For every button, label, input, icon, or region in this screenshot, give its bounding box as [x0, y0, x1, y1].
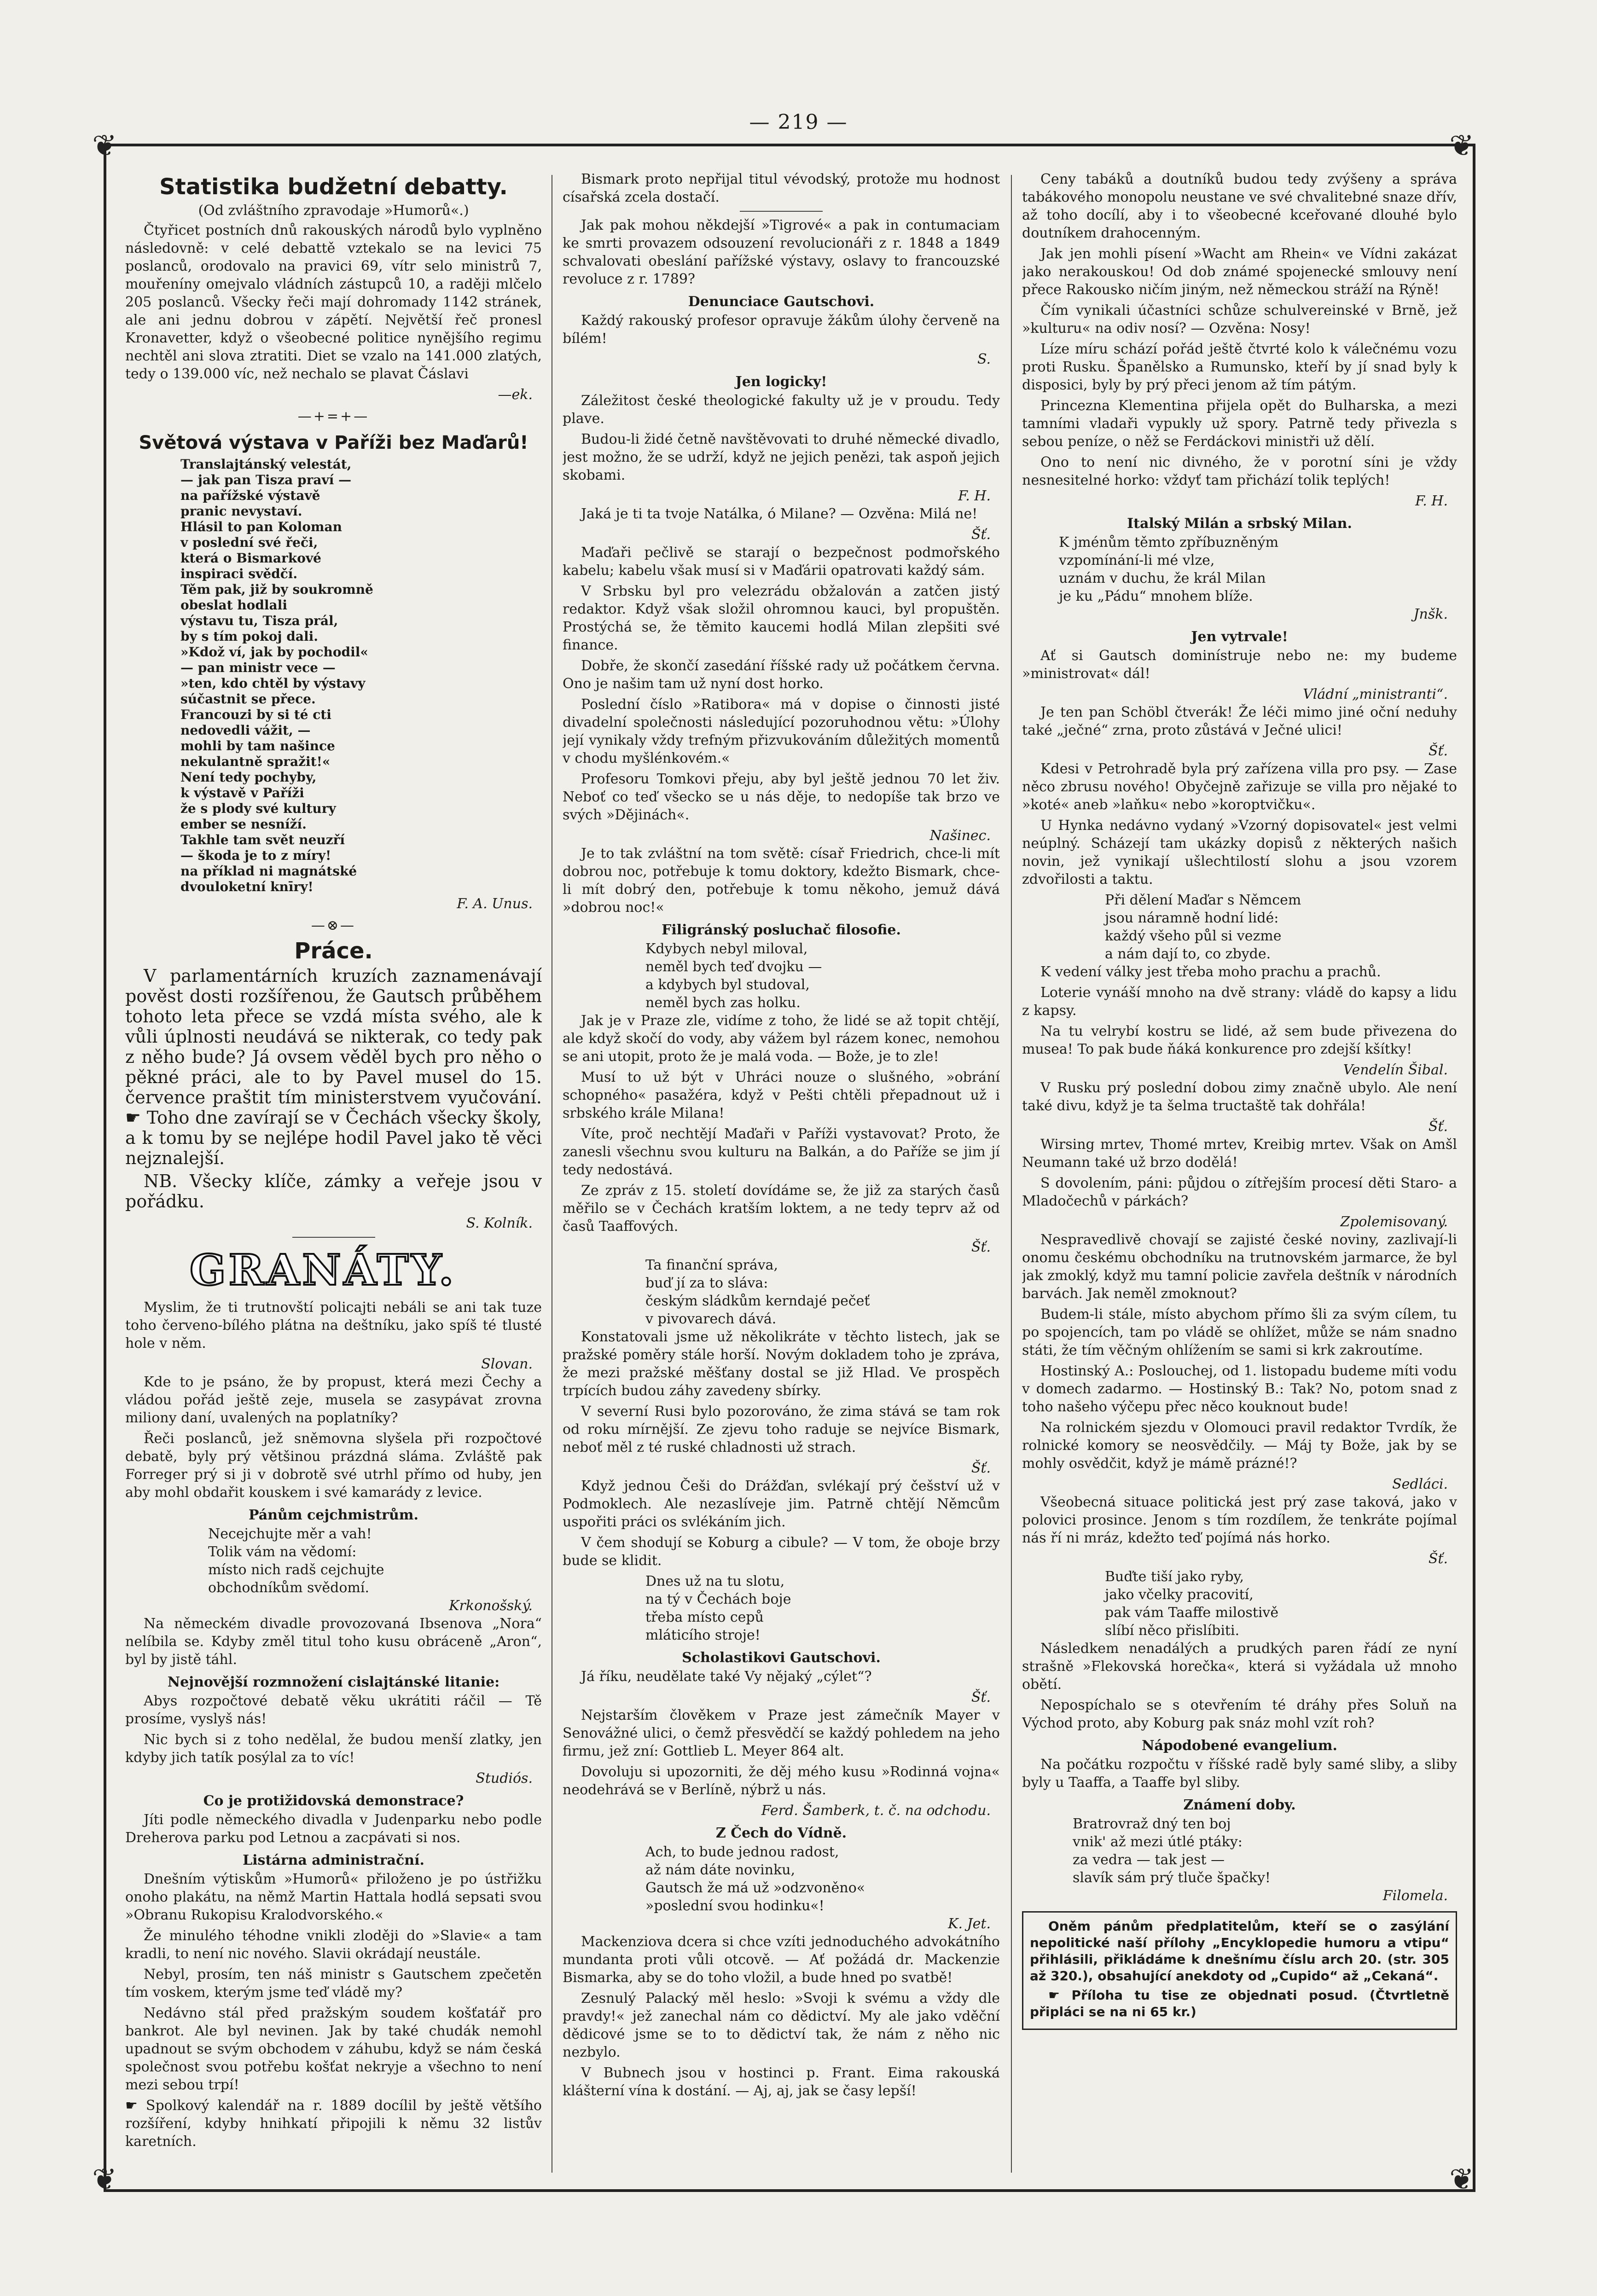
- paragraph: Jak je v Praze zle, vidíme z toho, že lidé se až topit chtějí, ale když skočí do vody, aby vážem byl rázem konec, nemohou se ani utopit, proto že je malá voda. — Bože, je to zle!: [563, 1013, 1000, 1065]
- paragraph: Ceny tabáků a doutníků budou tedy zvýšeny a správa tabákového monopolu neustane ve své chvalitebné snaze dřív, až toho docílí, aby i to všeobecné kceřované dlouhé bylo doutníkem drahocenným.: [1022, 171, 1457, 241]
- subheading: Listárna administrační.: [243, 1852, 424, 1868]
- paragraph: Konstatovali jsme už několikráte v těchto listech, jak se pražské poměry stále horší. Novým dokladem toho je zpráva, že mezi pražské měšťany dostal se již Hlad. Ve prospěch trpících budou záhy zavedeny sbírky.: [563, 1329, 1000, 1399]
- corner-ornament-bottom-left: ❦: [92, 2163, 117, 2197]
- corner-ornament-top-right: ❦: [1449, 129, 1474, 163]
- paragraph: Poslední číslo »Ratibora« má v dopise o činnosti jisté divadelní společnosti následující pozoruhodnou větu: »Úlohy její vynikaly vždy trefným přizvukováním důležitých momentů v chodu myšlénkovém.«: [563, 696, 1000, 766]
- signature: F. H.: [1415, 493, 1448, 509]
- paragraph: Princezna Klementina přijela opět do Bulharska, a mezi tamními vladaři vypukly už spory. Patrně tedy přivezla s sebou peníze, o něž se Ferdáckovi ministři už dělí.: [1022, 398, 1457, 450]
- article-subtitle: (Od zvláštního zpravodaje »Humorů«.): [198, 203, 469, 219]
- paragraph: Nic bych si z toho nedělal, že budou menší zlatky, jen kdyby jich tatík posýlal za to víc!: [125, 1732, 542, 1766]
- paragraph: Ono to není nic divného, že v porotní síni je vždy nesnesitelné horko: vždyť tam přichází tolik teplých!: [1022, 454, 1457, 488]
- paragraph: Na německém divadle provozovaná Ibsenova „Nora“ nelíbila se. Kdyby změl titul toho kusu obráceně „Aron“, byl by jistě táhl.: [125, 1616, 542, 1668]
- paragraph: Profesoru Tomkovi přeju, aby byl ještě jednou 70 let živ. Neboť co teď všecko se u nás děje, to nedopíše tak brzo ve svých »Dějinách«.: [563, 771, 1000, 823]
- paragraph: Následkem nenadálých a prudkých paren řádí ze nyní strašně »Flekovská horečka«, která si vyžádala už mnoho obětí.: [1022, 1641, 1457, 1693]
- paragraph: Dovoluju si upozorniti, že děj mého kusu »Rodinná vojna« neodehrává se v Berlíně, nýbrž u nás.: [563, 1764, 1000, 1798]
- subheading: Co je protižidovská demonstrace?: [203, 1793, 464, 1809]
- subheading: Jen logicky!: [735, 374, 827, 390]
- subheading: Scholastikovi Gautschovi.: [682, 1650, 881, 1666]
- subheading: Nápodobené evangelium.: [1142, 1738, 1337, 1754]
- verse: Necejchujte měr a vah! Tolik vám na vědomí: místo nich radš cejchujte obchodníkům svědomí.: [208, 1526, 384, 1596]
- signature: Našinec.: [929, 828, 991, 844]
- corner-ornament-top-left: ❦: [92, 129, 117, 163]
- signature: Šť.: [971, 1689, 991, 1705]
- signature: Zpolemisovaný.: [1340, 1214, 1448, 1230]
- paragraph: Čtyřicet postních dnů rakouských národů bylo vyplněno následovně: v celé debattě vztekalo se na levici 75 poslanců, orodovalo na pravici 69, vítr selo ministrů 7, mouřeníny omejvalo vládních zástupců 10, a raději mlčelo 205 poslanců. Všecky řeči mají dohromady 1142 stránek, ale ani jednu dobrou v zápětí. Největší řeč pronesl Kronavetter, když o všeobecné politice nynějšího regimu nechtěl ani slova ztratiti. Diet se vzalo na 141.000 zlatých, tedy o 139.000 víc, než nechalo se plavat Čáslavi: [125, 222, 542, 382]
- paragraph: Ze zpráv z 15. století dovídáme se, že již za starých časů měřilo se v Čechách kratším loktem, a ne tedy teprv až od časů Taaffových.: [563, 1183, 1000, 1235]
- paragraph: Zesnulý Palacký měl heslo: »Svoji k svému a vždy dle pravdy!« jež zanechal nám co dědictví. My ale jako vděční dědicové jsme se to to dědictví tak, že nám z něho nic nezbylo.: [563, 1990, 1000, 2060]
- verse: Buďte tiší jako ryby, jako včelky pracovití, pak vám Taaffe milostivě slíbí něco přislíbiti.: [1105, 1569, 1279, 1639]
- verse: Bratrovraž dný ten boj vnik' až mezi útlé ptáky: za vedra — tak jest — slavík sám prý tluče špačky!: [1073, 1816, 1271, 1886]
- signature: S.: [977, 351, 991, 367]
- signature: Jnšk.: [1413, 606, 1448, 622]
- paragraph: NB. Všecky klíče, zámky a veřeje jsou v pořádku.: [125, 1171, 542, 1212]
- article-title-prace: Práce.: [294, 938, 373, 964]
- paragraph: Mackenziova dcera si chce vzíti jednoduchého advokátního mundanta proti vůli otcově. — Ať požádá dr. Mackenzie Bismarka, aby se do toho vložil, a bude hned po svatbě!: [563, 1934, 1000, 1986]
- paragraph: Dnešním výtiskům »Humorů« přiloženo je po ústřižku onoho plakátu, na němž Martin Hattala hodlá sepsati svou »Obranu Rukopisu Kralodvorského.«: [125, 1871, 542, 1923]
- paragraph: Líze míru schází pořád ještě čtvrté kolo k válečnému vozu proti Rusku. Španělsko a Rumunsko, kteří by jí snad byly k disposici, byly by prý přeci jenom až tím pátým.: [1022, 341, 1457, 393]
- paragraph: Každý rakouský profesor opravuje žákům úlohy červeně na bílém!: [563, 313, 1000, 347]
- divider: [740, 211, 823, 212]
- paragraph: Nespravedlivě chovají se zajisté české noviny, zazlivají-li onomu českému obchodníku na trutnovském jarmarce, že byl jak zmoklý, když mu tamní policie zavřela deštník v národních barvách. Jak neměl zmoknout?: [1022, 1232, 1457, 1302]
- corner-ornament-bottom-right: ❦: [1449, 2163, 1474, 2197]
- verse: Při dělení Maďar s Němcem jsou náramně hodní lidé: každý všeho půl si vezme a nám dají to, co zbyde.: [1105, 892, 1301, 962]
- signature: Šť.: [1428, 1119, 1448, 1135]
- paragraph: Abys rozpočtové debatě věku ukrátiti ráčil — Tě prosíme, vyslyš nás!: [125, 1693, 542, 1727]
- paragraph: V severní Rusi bylo pozorováno, že zima stává se tam rok od roku mírnější. Ze zjevu toho raduje se nejvíce Bismark, neboť měl z té ruské chladnosti už strach.: [563, 1403, 1000, 1455]
- paragraph: Dobře, že skončí zasedání říšské rady už počátkem června. Ono je našim tam už nyní dost horko.: [563, 658, 1000, 692]
- column-rule-2: [1011, 175, 1012, 2173]
- column-3: [1022, 170, 1457, 2182]
- paragraph: Musí to už být v Uhráci nouze o slušného, »obrání schopného« pasažéra, když v Pešti chtěli přepadnout už i srbského krále Milana!: [563, 1069, 1000, 1121]
- paragraph: Na tu velrybí kostru se lidé, až sem bude přivezena do musea! To pak bude ňáká konkurence pro zdejší kšítky!: [1022, 1023, 1457, 1057]
- paragraph: V Rusku prý poslední dobou zimy značně ubylo. Ale není také divu, když je ta šelma tructaště tak dohřála!: [1022, 1080, 1457, 1114]
- subheading: Italský Milán a srbský Milan.: [1127, 516, 1352, 532]
- paragraph: Budem-li stále, místo abychom přímo šli za svým cílem, tu po spojencích, tam po vládě se ohlížet, může se nám snadno státi, že tím věčným ohlížením se sami si krk zakroutíme.: [1022, 1306, 1457, 1358]
- article-title-statistika: Statistika budžetní debatty.: [159, 174, 508, 200]
- column-1: [125, 170, 542, 2182]
- paragraph: S dovolením, páni: půjdou o zítřejším procesí děti Staro- a Mladočechů v párkách?: [1022, 1175, 1457, 1209]
- paragraph: Bismark proto nepřijal titul vévodský, protože mu hodnost císařská zcela dostačí.: [563, 171, 1000, 205]
- paragraph: Jíti podle německého divadla v Judenparku nebo podle Dreherova parku pod Letnou a zacpávati si nos.: [125, 1812, 542, 1846]
- paragraph: Nejstarším člověkem v Praze jest zámečník Mayer v Senovážné ulici, o čemž přesvědčí se každý pohledem na jeho firmu, jež zní: Gottlieb L. Meyer 864 alt.: [563, 1707, 1000, 1759]
- paragraph: Nepospíchalo se s otevřením té dráhy přes Soluň na Východ proto, aby Koburg pak snáz mohl vzít roh?: [1022, 1697, 1457, 1731]
- subheading: Filigránský posluchač filosofie.: [662, 922, 901, 938]
- signature: K. Jet.: [948, 1916, 991, 1932]
- paragraph: Loterie vynáší mnoho na dvě strany: vládě do kapsy a lidu z kapsy.: [1022, 985, 1457, 1019]
- section-heading-granaty: GRANÁTY.: [190, 1245, 457, 1295]
- paragraph: Já říku, neudělate také Vy nějaký „cýlet“?: [581, 1669, 872, 1685]
- signature: Šť.: [1428, 743, 1448, 759]
- paragraph: Víte, proč nechtějí Maďaři v Paříži vystavovat? Proto, že zanesli všechnu svou kulturu na Balkán, a do Paříže se jim jí tedy nedostává.: [563, 1126, 1000, 1178]
- paragraph: ☛ Spolkový kalendář na r. 1889 docílil by ještě většího rozšíření, kdyby hnihkatí připojili k němu 32 listův karetních.: [125, 2098, 542, 2150]
- paragraph: Jak pak mohou někdejší »Tigrové« a pak in contumaciam ke smrti provazem odsouzení revolucionáři z r. 1848 a 1849 schvalovati obeslání pařížské výstavy, oslavy to francouzské revoluce z r. 1789?: [563, 217, 1000, 287]
- paragraph: K vedení války jest třeba moho prachu a prachů.: [1040, 964, 1381, 980]
- paragraph: Jaká je ti ta tvoje Natálka, ó Milane? — Ozvěna: Milá ne!: [581, 506, 978, 522]
- subscriber-notice-box: [1022, 1911, 1457, 2030]
- paragraph: Na počátku rozpočtu v říšské radě byly samé sliby, a sliby byly u Taaffa, a Taaffe byl sliby.: [1022, 1757, 1457, 1791]
- verse: Dnes už na tu slotu, na tý v Čechách boje třeba místo cepů mláticího stroje!: [645, 1573, 791, 1643]
- paragraph: Jak jen mohli písení »Wacht am Rhein« ve Vídni zakázat jako nerakouskou! Od dob známé spojenecké smlouvy není přece Rakousko ničím jiným, než německou stráží na Rýně!: [1022, 246, 1457, 298]
- notice-text: ☛ Příloha tu tise ze objednati posud. (Čtvrtletně připláci se na ni 65 kr.): [1030, 1988, 1449, 2019]
- subheading: Denunciace Gautschovi.: [688, 294, 875, 310]
- paragraph: Myslim, že ti trutnovští policajti nebáli se ani tak tuze toho červeno-bílého plátna na deštníku, jako spíš té tlusté hole v něm.: [125, 1299, 542, 1351]
- subheading: Pánům cejchmistrům.: [249, 1507, 418, 1523]
- paragraph: Na rolnickém sjezdu v Olomouci pravil redaktor Tvrdík, že rolnické komory se neosvědčily. — Máj ty Bože, jak by se mohly osvědčit, když je mámě prázné!?: [1022, 1420, 1457, 1472]
- subheading: Nejnovější rozmnožení cislajtánské litanie:: [167, 1674, 500, 1690]
- notice-text: Oněm pánům předplatitelům, kteří se o zasýlání nepolitické naší přílohy „Encyklopedie humoru a vtipu“ přihlásili, přikládáme k dnešnímu číslu arch 20. (str. 305 až 320.), obsahující anekdoty od „Cupido“ až „Cekaná“.: [1030, 1919, 1449, 1983]
- paragraph: Když jednou Češi do Drážďan, svlékají prý češství už v Podmoklech. Ale nezaslíveje jim. Patrně chtějí Němcům uspořiti práci os svlékáním jich.: [563, 1478, 1000, 1530]
- signature: Vendelín Šibal.: [1343, 1062, 1448, 1078]
- signature: S. Kolník.: [466, 1215, 533, 1231]
- verse: Ta finanční správa, buď jí za to sláva: českým sládkům kerndajé pečeť v pivovarech dává.: [645, 1257, 870, 1327]
- signature: Šť.: [971, 527, 991, 543]
- signature: F. H.: [958, 488, 991, 504]
- signature: Sedláci.: [1392, 1476, 1448, 1492]
- poem: Translajtánský velestát, — jak pan Tisza praví — na pařížské výstavě pranic nevystaví. Hlásil to pan Koloman v poslední své řeči, která o Bismarkové inspiraci svědčí. Těm pak, již by soukromně obeslat hodlali výstavu tu, Tisza prál, by s tím pokoj dali. »Kdož ví, jak by pochodil« — pan ministr vece — »ten, kdo chtěl by výstavy súčastnit se přece. Francouzi by si té cti nedovedli vážit, — mohli by tam našince nekulantně spražit!« Není tedy pochyby, k výstavě v Paříži že s plody své kultury ember se nesníží. Takhle tam svět neuzří — škoda je to z míry! na příklad ni magnátské dvouloketní knīry!: [180, 457, 373, 894]
- separator: —⊗—: [311, 917, 356, 933]
- signature: F. A. Unus.: [457, 896, 533, 912]
- paragraph: Nebyl, prosím, ten náš ministr s Gautschem zpečetěn tím voskem, kterým jsme teď vládě my?: [125, 1966, 542, 2000]
- signature: —ek.: [498, 387, 533, 403]
- signature: Vládní „ministranti“.: [1303, 686, 1448, 702]
- paragraph: Kde to je psáno, že by propust, která mezi Čechy a vládou pořád ještě zeje, musela se zasypávat zrovna miliony daní, uvalených na poplatníky?: [125, 1374, 542, 1426]
- paragraph: V Srbsku byl pro velezrádu obžalován a zatčen jistý redaktor. Když však složil ohromnou kauci, byl propuštěn. Prostýchá se, že těmito kaucemi hodlá Milan zlepšiti své finance.: [563, 583, 1000, 653]
- paragraph: Všeobecná situace politická jest prý zase taková, jako v polovici prosince. Jenom s tím rozdílem, že tenkráte pojímal nás ří ni mráz, kdežto teď pojímá nás horko.: [1022, 1494, 1457, 1546]
- subheading: Jen vytrvale!: [1191, 629, 1288, 645]
- signature: Studiós.: [476, 1770, 533, 1786]
- paragraph: U Hynka nedávno vydaný »Vzorný dopisovatel« jest velmi neúplný. Scházejí tam ukázky dopisů z některých našich novin, jež vynikají ušlechtilostí slohu a jsou vzorem zdvořilosti a taktu.: [1022, 818, 1457, 887]
- page-number: — 219 —: [749, 110, 848, 134]
- paragraph: Ať si Gautsch dominístruje nebo ne: my budeme »ministrovat« dál!: [1022, 648, 1457, 682]
- signature: Krkonošský.: [449, 1598, 533, 1614]
- paragraph: Je to tak zvláštní na tom světě: císař Friedrich, chce-li mít dobrou noc, potřebuje k tomu doktory, kdežto Bismark, chce-li mít dobrý den, potřebuje k tomu někoho, jemuž dává »dobrou noc!«: [563, 846, 1000, 916]
- paragraph: Budou-li židé četně navštěvovati to druhé německé divadlo, jest možno, že se udrží, když ne jejich penězi, tak aspoň jejich skobami.: [563, 431, 1000, 483]
- paragraph: Je ten pan Schöbl čtverák! Že léči mimo jiné oční neduhy také „ječné“ zrna, proto zůstává v Ječné ulici!: [1022, 704, 1457, 738]
- paragraph: Řeči poslanců, jež sněmovna slyšela při rozpočtové debatě, byly prý většinou prázdná sláma. Zvláště pak Forreger prý si ji v dobrotě své utrhl přímo od huby, jen aby mohl obdařit kouskem i své kamarády z levice.: [125, 1431, 542, 1501]
- paragraph: Nedávno stál před pražským soudem košťatář pro bankrot. Ale byl nevinen. Jak by také chudák nemohl upadnout se svým obchodem v záhubu, když se nám česká společnost svou potřebu košťat nekryje a všechno to není mezi sebou trpí!: [125, 2005, 542, 2093]
- paragraph: Hostinský A.: Poslouchej, od 1. listopadu budeme míti vodu v domech zadarmo. — Hostinský B.: Tak? No, potom snad z toho našeho výčepu přec něco kouknout bude!: [1022, 1363, 1457, 1415]
- divider: [292, 1237, 375, 1238]
- signature: Šť.: [971, 1239, 991, 1255]
- paragraph: Wirsing mrtev, Thomé mrtev, Kreibig mrtev. Však on Amšl Neumann také už brzo dodělá!: [1022, 1136, 1457, 1171]
- subheading: Známení doby.: [1183, 1797, 1296, 1813]
- verse: Ach, to bude jednou radost, až nám dáte novinku, Gautsch že má už »odzvoněno« »poslední svou hodinku«!: [645, 1844, 865, 1914]
- subheading: Z Čech do Vídně.: [715, 1825, 847, 1841]
- article-title-vystava: Světová výstava v Paříži bez Maďarů!: [139, 432, 528, 453]
- paragraph: Kdesi v Petrohradě byla prý zařízena villa pro psy. — Zase něco zbrusu nového! Obyčejně zařizuje se villa pro nějaké to »koté« aneb »laňku« nebo »koroptvičku«.: [1022, 761, 1457, 813]
- signature: Šť.: [971, 1460, 991, 1476]
- signature: Slovan.: [481, 1356, 533, 1372]
- paragraph: V čem shodují se Koburg a cibule? — V tom, že oboje brzy bude se klidit.: [563, 1535, 1000, 1569]
- paragraph: Čím vynikali účastníci schůze schulvereinské v Brně, jež »kulturu« na odiv nosí? — Ozvěna: Nosy!: [1022, 302, 1457, 336]
- paragraph: Záležitost české theologické fakulty už je v proudu. Tedy plave.: [563, 393, 1000, 427]
- signature: Ferd. Šamberk, t. č. na odchodu.: [761, 1803, 991, 1819]
- column-2: [563, 170, 1000, 2182]
- paragraph: Maďaři pečlivě se starají o bezpečnost podmořského kabelu; kabelu však musí si v Maďárii opatrovati každý sám.: [563, 545, 1000, 579]
- paragraph: V Bubnech jsou v hostinci p. Frant. Eima rakouská klášterní vína k dostání. — Aj, aj, jak se časy lepší!: [563, 2065, 1000, 2099]
- paragraph: Že minulého téhodne vnikli zloději do »Slavie« a tam kradli, to není nic nového. Slavii okrádají neustále.: [125, 1928, 542, 1962]
- verse: K jménům těmto zpříbuzněným vzpomínání-li mé vlze, uznám v duchu, že král Milan je ku „Pádu“ mnohem blíže.: [1059, 534, 1279, 604]
- separator: —+=+—: [297, 408, 370, 424]
- verse: Kdybych nebyl miloval, neměl bych teď dvojku — a kdybych byl studoval, neměl bych zas holku.: [645, 941, 822, 1011]
- paragraph: V parlamentárních kruzích zaznamenávají pověst dosti rozšířenou, že Gautsch průběhem tohoto leta přece se vzdá místa svého, ale k vůli úplnosti neudává se nikterak, co tedy pak z něho bude? Já ovsem věděl bych pro něho o pěkné práci, ale to by Pavel musel do 15. července praštit tím ministerstvem vyučování. ☛ Toho dne zavírají se v Čechách všecky školy, a k tomu by se nejlépe hodil Pavel jako tě věci nejznalejší.: [125, 966, 542, 1168]
- signature: Filomela.: [1382, 1888, 1448, 1904]
- signature: Šť.: [1428, 1551, 1448, 1567]
